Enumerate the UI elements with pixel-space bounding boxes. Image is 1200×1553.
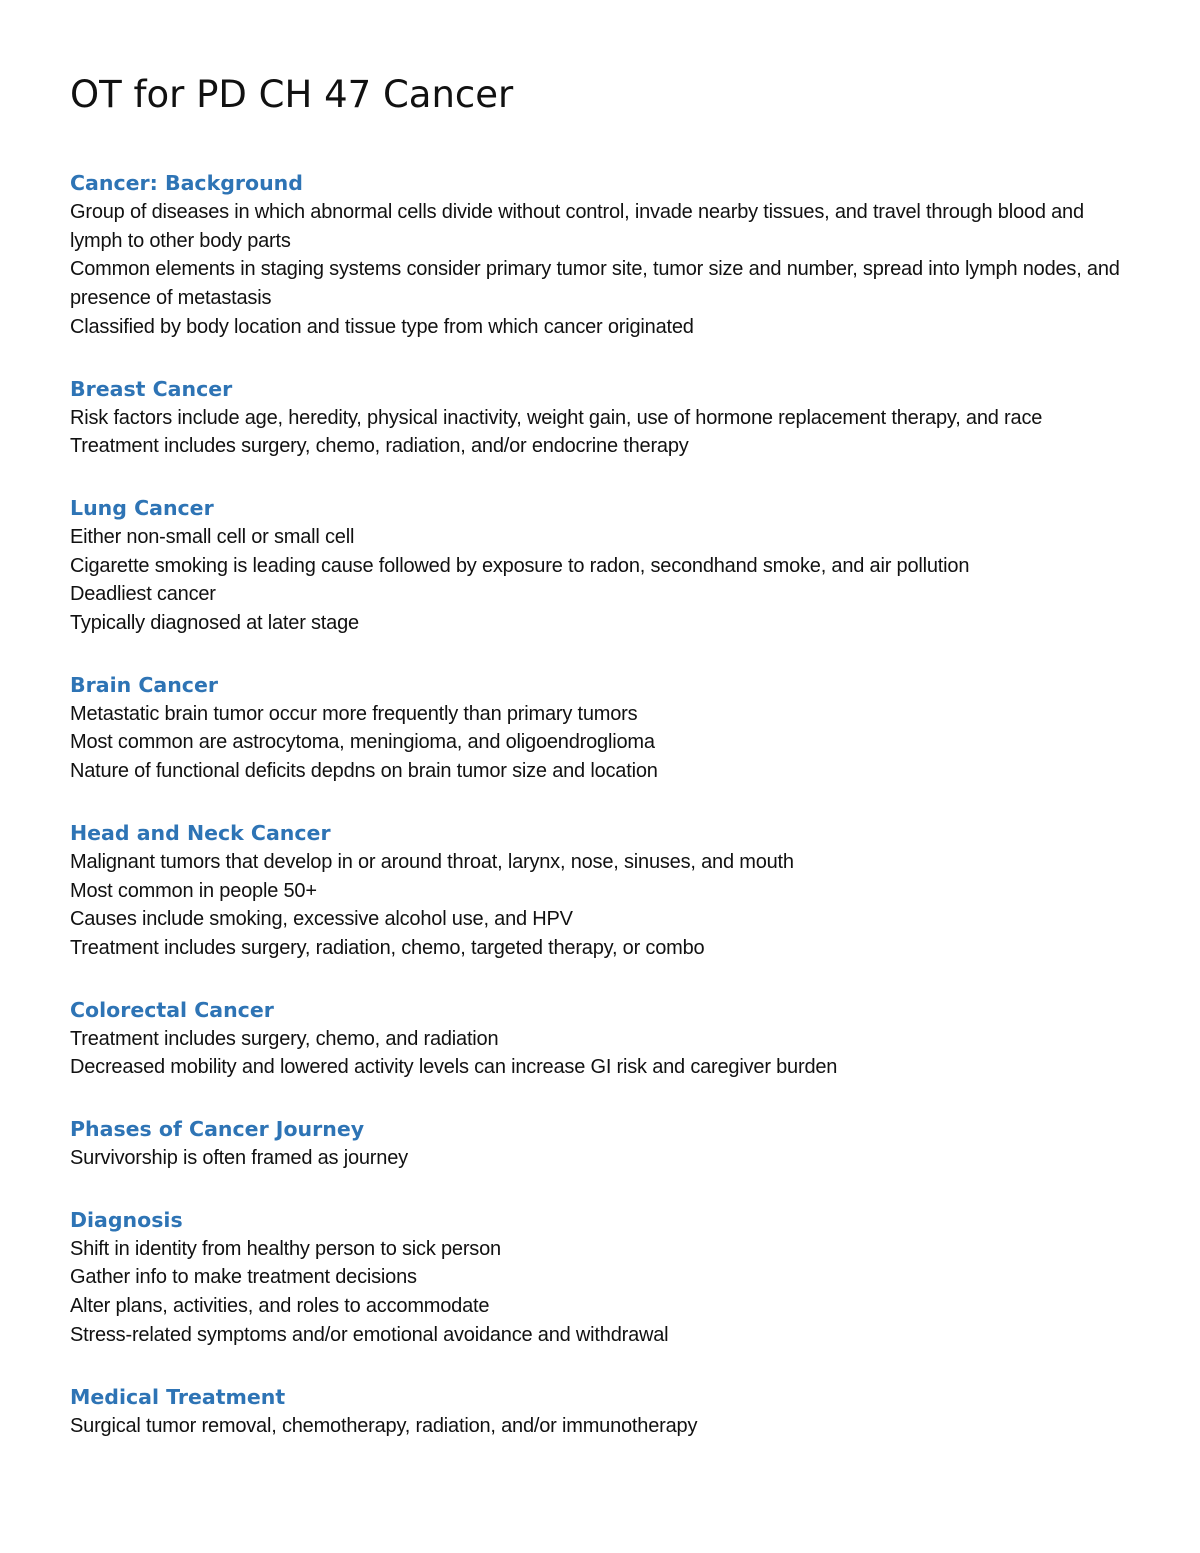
- section-line: Treatment includes surgery, chemo, and radiation: [70, 1027, 499, 1050]
- section-heading: Lung Cancer: [70, 495, 214, 520]
- section-line: Malignant tumors that develop in or around throat, larynx, nose, sinuses, and mouth: [70, 850, 794, 873]
- section-line: Either non-small cell or small cell: [70, 525, 355, 548]
- section-heading: Diagnosis: [70, 1207, 183, 1232]
- section-heading: Brain Cancer: [70, 672, 218, 697]
- section-diagnosis: [70, 1205, 1140, 1350]
- section-line: Cigarette smoking is leading cause followed by exposure to radon, secondhand smoke, and air pollution: [70, 554, 970, 577]
- section-lung-cancer: [70, 493, 1140, 638]
- document-title: OT for PD CH 47 Cancer: [70, 73, 514, 116]
- section-heading: Medical Treatment: [70, 1384, 286, 1409]
- section-lines: [70, 523, 1140, 638]
- section-lines: [70, 404, 1140, 461]
- section-lines: [70, 1412, 1140, 1441]
- section-lines: [70, 848, 1140, 963]
- section-lines: [70, 1144, 1140, 1173]
- section-line: Deadliest cancer: [70, 583, 216, 606]
- section-heading: Colorectal Cancer: [70, 997, 274, 1022]
- section-line: Classified by body location and tissue type from which cancer originated: [70, 315, 694, 338]
- section-head-neck-cancer: [70, 818, 1140, 963]
- section-line: Surgical tumor removal, chemotherapy, radiation, and/or immunotherapy: [70, 1414, 698, 1437]
- section-line: Risk factors include age, heredity, physical inactivity, weight gain, use of hormone replacement therapy, and race: [70, 406, 1043, 429]
- section-line: Nature of functional deficits depdns on brain tumor size and location: [70, 760, 658, 783]
- section-medical-treatment: [70, 1382, 1140, 1441]
- section-line: Decreased mobility and lowered activity levels can increase GI risk and caregiver burden: [70, 1056, 838, 1079]
- section-line: Causes include smoking, excessive alcohol use, and HPV: [70, 908, 573, 931]
- section-line: Treatment includes surgery, radiation, chemo, targeted therapy, or combo: [70, 936, 705, 959]
- section-heading: Cancer: Background: [70, 171, 303, 195]
- section-heading: Phases of Cancer Journey: [70, 1117, 365, 1142]
- section-line: Typically diagnosed at later stage: [70, 612, 359, 635]
- section-line: Most common are astrocytoma, meningioma, and oligoendroglioma: [70, 731, 655, 754]
- section-line: Treatment includes surgery, chemo, radiation, and/or endocrine therapy: [70, 435, 689, 458]
- section-brain-cancer: [70, 670, 1140, 786]
- section-line: Group of diseases in which abnormal cells divide without control, invade nearby tissues, and travel through blood and lymph to other body parts: [70, 201, 1084, 252]
- section-phases-cancer-journey: [70, 1114, 1140, 1173]
- section-heading: Head and Neck Cancer: [70, 820, 331, 845]
- section-line: Gather info to make treatment decisions: [70, 1266, 417, 1289]
- section-line: Survivorship is often framed as journey: [70, 1147, 408, 1170]
- section-breast-cancer: [70, 374, 1140, 461]
- section-line: Shift in identity from healthy person to sick person: [70, 1237, 501, 1260]
- section-line: Common elements in staging systems consider primary tumor site, tumor size and number, spread into lymph nodes, and presence of metastasis: [70, 258, 1120, 310]
- section-line: Metastatic brain tumor occur more frequently than primary tumors: [70, 702, 638, 725]
- section-lines: [70, 700, 1140, 786]
- section-line: Most common in people 50+: [70, 879, 317, 902]
- section-line: Stress-related symptoms and/or emotional avoidance and withdrawal: [70, 1323, 669, 1346]
- section-colorectal-cancer: [70, 995, 1140, 1082]
- section-cancer-background: [70, 168, 1140, 342]
- section-lines: [70, 198, 1140, 342]
- sections-container: [70, 168, 1140, 1440]
- section-line: Alter plans, activities, and roles to accommodate: [70, 1295, 490, 1318]
- section-lines: [70, 1235, 1140, 1350]
- document-page: [70, 72, 1140, 1472]
- section-heading: Breast Cancer: [70, 376, 233, 401]
- section-lines: [70, 1025, 1140, 1082]
